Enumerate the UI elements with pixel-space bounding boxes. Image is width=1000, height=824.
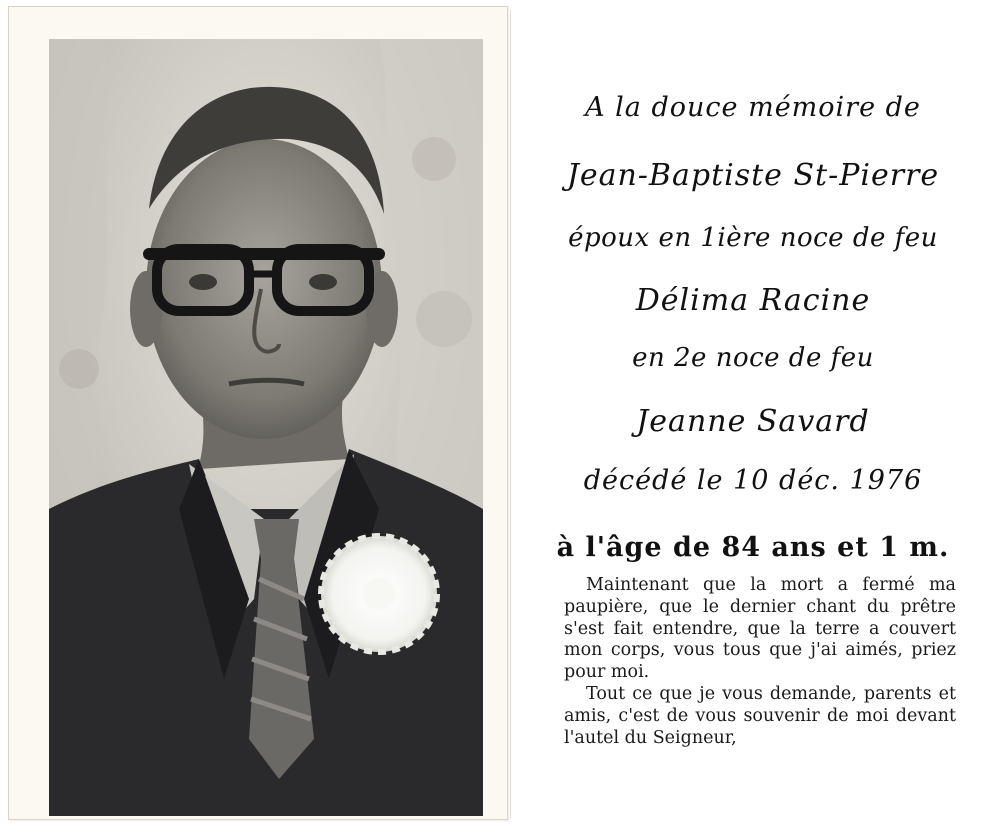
first-marriage-label: époux en 1ière noce de feu	[568, 223, 938, 253]
prayer-paragraph: Tout ce que je vous demande, parents et amis, c'est de vous souvenir de moi devant l'autel du Seigneur,	[564, 683, 956, 748]
prayer-text	[564, 575, 956, 749]
portrait-photo	[49, 39, 483, 816]
boutonniere-icon	[321, 536, 437, 652]
age-at-death: à l'âge de 84 ans et 1 m.	[556, 532, 950, 563]
portrait-illustration	[49, 39, 483, 816]
dedication-heading: A la douce mémoire de	[585, 92, 921, 123]
text-panel	[510, 10, 995, 818]
second-marriage-label: en 2e noce de feu	[632, 343, 874, 373]
prayer-paragraph: Maintenant que la mort a fermé ma paupière, que le dernier chant du prêtre s'est fait entendre, que la terre a couvert mon corps, vous tous que j'ai aimés, priez pour moi.	[564, 575, 956, 683]
first-spouse-name: Délima Racine	[635, 283, 871, 318]
death-date: décédé le 10 déc. 1976	[583, 465, 923, 496]
deceased-name: Jean-Baptiste St-Pierre	[566, 158, 940, 193]
second-spouse-name: Jeanne Savard	[636, 404, 870, 439]
photo-panel	[8, 6, 508, 820]
